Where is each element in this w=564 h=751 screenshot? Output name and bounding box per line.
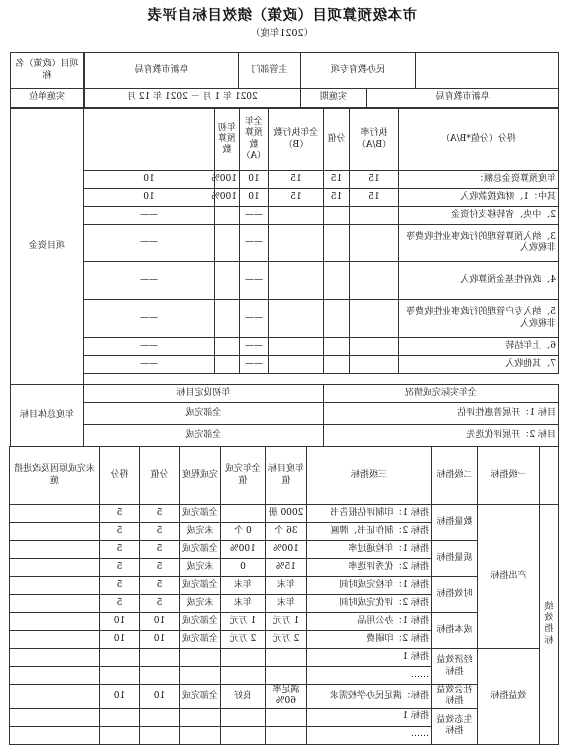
period-label: 实施期 — [300, 89, 367, 108]
ind-completion: 全部完成 — [179, 541, 220, 559]
funds-full-year-budget — [324, 338, 350, 356]
ind-actual-value — [220, 667, 265, 685]
funds-exec-rate — [215, 356, 240, 374]
ind-score: 5 — [99, 577, 139, 595]
indicators-table — [9, 446, 559, 745]
funds-section-label — [10, 108, 84, 385]
funds-full-year-exec — [269, 356, 324, 374]
funds-header-item — [84, 109, 215, 171]
ind-actual-value: 100% — [220, 541, 265, 559]
ind-reason — [9, 631, 99, 649]
ind-annual-target: 年末 — [265, 595, 306, 613]
ind-actual-value: 年末 — [220, 577, 265, 595]
ind-score: 5 — [99, 595, 139, 613]
funds-score: 10 — [84, 189, 215, 207]
ind-header-actual-value: 全年完成值 — [220, 447, 265, 505]
funds-exec-rate — [215, 262, 240, 300]
ind-actual-value: 0 — [220, 559, 265, 577]
funds-full-year-exec — [269, 225, 324, 262]
ind-completion: 全部完成 — [179, 577, 220, 595]
ind-annual-target — [265, 726, 306, 744]
period-value: 2021 年 1 月 － 2021 年 12 月 — [85, 89, 301, 108]
ind-header-score-value: 分值 — [139, 447, 179, 505]
ind-score-value: 10 — [139, 631, 179, 649]
ind-annual-target: 2 万元 — [265, 631, 306, 649]
ind-score: 5 — [99, 505, 139, 523]
ind-section-label: 绩效指标 — [540, 505, 559, 745]
ind-score: 10 — [99, 685, 139, 709]
ind-level2: 时效指标 — [431, 577, 477, 613]
funds-score: —— — [84, 338, 215, 356]
funds-score: —— — [84, 356, 215, 374]
ind-annual-target: 15% — [265, 559, 306, 577]
funds-row — [84, 189, 559, 207]
ind-actual-value — [220, 708, 265, 726]
funds-score-value: —— — [240, 225, 269, 262]
ind-actual-value — [220, 505, 265, 523]
ind-level3: 指标 1 — [306, 708, 431, 726]
funds-year-budget: 15 — [350, 171, 399, 189]
goal-actual: 全部完成 — [84, 403, 324, 425]
funds-exec-rate — [215, 207, 240, 225]
ind-level2: 社会效益指标 — [431, 685, 477, 709]
ind-level2: 数量指标 — [431, 505, 477, 541]
ind-completion: 全部完成 — [179, 685, 220, 709]
ind-annual-target — [265, 649, 306, 667]
funds-full-year-exec — [269, 338, 324, 356]
goal-planned: 目标 2：开展评优选先 — [324, 425, 559, 447]
funds-score-value: —— — [240, 338, 269, 356]
ind-reason — [9, 523, 99, 541]
ind-score-value — [139, 708, 179, 726]
funds-row — [84, 225, 559, 262]
goal-row — [84, 403, 559, 425]
funds-score-value: —— — [240, 300, 269, 338]
ind-annual-target: 36 个 — [265, 523, 306, 541]
ind-score-value: 10 — [139, 613, 179, 631]
funds-header-full-year-exec: 全年执行数（B） — [269, 109, 324, 171]
ind-score: 10 — [99, 613, 139, 631]
funds-full-year-budget — [324, 207, 350, 225]
ind-actual-value — [220, 649, 265, 667]
ind-completion — [179, 726, 220, 744]
ind-level3: 指标：满足民办学校需求 — [306, 685, 431, 709]
funds-table — [83, 108, 559, 374]
funds-header-score: 得分（分值*B/A） — [399, 109, 559, 171]
goal-planned: 目标 1：开展普惠性评估 — [324, 403, 559, 425]
ind-annual-target: 100% — [265, 541, 306, 559]
ind-score — [99, 649, 139, 667]
ind-level3: 指标 2：优秀评选率 — [306, 559, 431, 577]
ind-level3: 指标 2：印刷费 — [306, 631, 431, 649]
ind-header-annual-target: 年度目标值 — [265, 447, 306, 505]
impl-unit-label: 实施单位 — [11, 89, 84, 108]
funds-score-value: —— — [240, 207, 269, 225]
ind-level2: 质量指标 — [431, 541, 477, 577]
indicator-row — [9, 613, 558, 631]
project-name-cell — [416, 53, 559, 89]
funds-item: 4、政府性基金预算收入 — [399, 262, 559, 300]
funds-row — [84, 338, 559, 356]
funds-item: 6、上年结转 — [399, 338, 559, 356]
funds-header-year-budget: 年初预算数 — [215, 109, 240, 171]
funds-item: 3、纳入预算管理的行政事业性收费等非税收入 — [399, 225, 559, 262]
funds-full-year-exec — [269, 207, 324, 225]
goals-table — [83, 384, 559, 447]
goals-section-label-text: 年度总体目标 — [11, 385, 84, 447]
indicator-row — [9, 541, 558, 559]
goal-row — [84, 425, 559, 447]
ind-level3: …… — [306, 667, 431, 685]
ind-annual-target: 2000 册 — [265, 505, 306, 523]
ind-level2: 成本指标 — [431, 613, 477, 649]
ind-annual-target: 1 万元 — [265, 613, 306, 631]
ind-annual-target — [265, 667, 306, 685]
funds-full-year-exec — [269, 300, 324, 338]
funds-year-budget — [350, 300, 399, 338]
funds-header-exec-rate: 执行率（B/A） — [350, 109, 399, 171]
ind-score-value — [139, 726, 179, 744]
ind-level3: …… — [306, 726, 431, 744]
ind-score: 5 — [99, 523, 139, 541]
funds-year-budget: 15 — [350, 189, 399, 207]
ind-completion: 全部完成 — [179, 505, 220, 523]
funds-item: 7、其他收入 — [399, 356, 559, 374]
ind-actual-value: 良好 — [220, 685, 265, 709]
dept-value: 阜新市教育局 — [85, 53, 239, 89]
ind-completion — [179, 649, 220, 667]
ind-score: 5 — [99, 559, 139, 577]
goals-planned-header: 年初设定目标 — [84, 385, 324, 403]
ind-reason — [9, 613, 99, 631]
ind-level1: 效益指标 — [477, 649, 539, 745]
ind-level3: 指标 1：年检通过率 — [306, 541, 431, 559]
indicator-row — [9, 577, 558, 595]
ind-annual-target — [265, 708, 306, 726]
ind-level3: 指标 1 — [306, 649, 431, 667]
ind-header-section — [540, 447, 559, 505]
ind-level3: 指标 1：印制评估报告书 — [306, 505, 431, 523]
funds-row — [84, 356, 559, 374]
funds-full-year-budget: 15 — [324, 189, 350, 207]
funds-score-value: 10 — [240, 171, 269, 189]
ind-actual-value: 年末 — [220, 595, 265, 613]
funds-year-budget — [350, 207, 399, 225]
ind-level3: 指标 1：办公用品 — [306, 613, 431, 631]
funds-score-value: 10 — [240, 189, 269, 207]
ind-score-value: 5 — [139, 523, 179, 541]
ind-completion: 全部完成 — [179, 613, 220, 631]
goals-section-label — [10, 384, 84, 447]
ind-completion: 未完成 — [179, 559, 220, 577]
funds-year-budget — [350, 356, 399, 374]
ind-score-value: 5 — [139, 577, 179, 595]
ind-score: 10 — [99, 631, 139, 649]
funds-item: 年度预算资金总额： — [399, 171, 559, 189]
ind-header-level1: 一级指标 — [477, 447, 539, 505]
ind-annual-target: 年末 — [265, 577, 306, 595]
funds-score: —— — [84, 225, 215, 262]
project-name-value: 民办教育专项 — [300, 53, 416, 89]
ind-completion — [179, 708, 220, 726]
ind-completion — [179, 667, 220, 685]
funds-row — [84, 207, 559, 225]
funds-item: 5、纳入专户管理的行政事业性收费等非税收入 — [399, 300, 559, 338]
ind-score-value: 10 — [139, 685, 179, 709]
document-title: 市本级预算项目（政策）绩效目标自评表 — [147, 7, 417, 24]
ind-score-value — [139, 649, 179, 667]
ind-reason — [9, 726, 99, 744]
funds-full-year-budget — [324, 356, 350, 374]
funds-full-year-exec: 15 — [269, 171, 324, 189]
ind-annual-target: 满足率 60% — [265, 685, 306, 709]
ind-score: 5 — [99, 541, 139, 559]
ind-score-value: 5 — [139, 559, 179, 577]
ind-reason — [9, 685, 99, 709]
ind-actual-value: 1 万元 — [220, 613, 265, 631]
ind-reason — [9, 667, 99, 685]
funds-year-budget — [350, 262, 399, 300]
goals-actual-header: 全年实际完成情况 — [324, 385, 559, 403]
ind-reason — [9, 505, 99, 523]
funds-item: 2、中央、省转移支付资金 — [399, 207, 559, 225]
ind-header-reason: 未完成原因及改进措施 — [9, 447, 99, 505]
funds-header-score-value: 分值 — [324, 109, 350, 171]
ind-actual-value — [220, 726, 265, 744]
ind-level2: 经济效益指标 — [431, 649, 477, 685]
ind-level3: 指标 1：年检完成时间 — [306, 577, 431, 595]
funds-exec-rate: 100% — [215, 171, 240, 189]
indicator-row — [9, 708, 558, 726]
ind-reason — [9, 708, 99, 726]
funds-year-budget — [350, 338, 399, 356]
funds-score-value: —— — [240, 356, 269, 374]
ind-level3: 指标 2：评优完成时间 — [306, 595, 431, 613]
ind-score-value: 5 — [139, 505, 179, 523]
ind-score — [99, 667, 139, 685]
funds-year-budget — [350, 225, 399, 262]
project-info-table — [84, 52, 559, 108]
funds-full-year-budget — [324, 225, 350, 262]
funds-score: 10 — [84, 171, 215, 189]
funds-row — [84, 262, 559, 300]
ind-actual-value: 2 万元 — [220, 631, 265, 649]
funds-score: —— — [84, 207, 215, 225]
ind-score — [99, 726, 139, 744]
ind-score-value — [139, 667, 179, 685]
ind-header-level2: 二级指标 — [431, 447, 477, 505]
funds-exec-rate: 100% — [215, 189, 240, 207]
ind-header-score: 得分 — [99, 447, 139, 505]
ind-completion: 未完成 — [179, 595, 220, 613]
project-info-labels — [10, 52, 84, 108]
ind-reason — [9, 559, 99, 577]
ind-completion: 全部完成 — [179, 631, 220, 649]
funds-full-year-exec: 15 — [269, 189, 324, 207]
ind-level2: 生态效益指标 — [431, 708, 477, 744]
funds-exec-rate — [215, 338, 240, 356]
project-name-label: 项目（政策）名称 — [11, 53, 84, 89]
ind-reason — [9, 541, 99, 559]
ind-score — [99, 708, 139, 726]
ind-level3: 指标 2：制作证书、牌匾 — [306, 523, 431, 541]
funds-row — [84, 300, 559, 338]
document-year: （2021年度） — [250, 28, 314, 39]
ind-header-completion: 完成程度 — [179, 447, 220, 505]
ind-completion: 未完成 — [179, 523, 220, 541]
indicator-row — [9, 505, 558, 523]
funds-full-year-budget — [324, 300, 350, 338]
dept-label: 主管部门 — [239, 53, 300, 89]
funds-full-year-exec — [269, 262, 324, 300]
funds-score: —— — [84, 262, 215, 300]
indicator-row — [9, 649, 558, 667]
ind-score-value: 5 — [139, 541, 179, 559]
goal-actual: 全部完成 — [84, 425, 324, 447]
indicator-row — [9, 685, 558, 709]
funds-exec-rate — [215, 225, 240, 262]
ind-level1: 产出指标 — [477, 505, 539, 649]
funds-full-year-budget — [324, 262, 350, 300]
funds-score: —— — [84, 300, 215, 338]
funds-row — [84, 171, 559, 189]
ind-header-level3: 三级指标 — [306, 447, 431, 505]
funds-full-year-budget: 15 — [324, 171, 350, 189]
impl-unit-value: 阜新市教育局 — [367, 89, 559, 108]
funds-header-full-year-budget: 全年预算数（A） — [240, 109, 269, 171]
ind-reason — [9, 577, 99, 595]
ind-reason — [9, 595, 99, 613]
funds-score-value: —— — [240, 262, 269, 300]
ind-reason — [9, 649, 99, 667]
funds-item: 其中：1、财政拨款收入 — [399, 189, 559, 207]
ind-score-value: 5 — [139, 595, 179, 613]
funds-section-label-text: 项目资金 — [11, 109, 84, 385]
funds-exec-rate — [215, 300, 240, 338]
ind-actual-value: 0 个 — [220, 523, 265, 541]
